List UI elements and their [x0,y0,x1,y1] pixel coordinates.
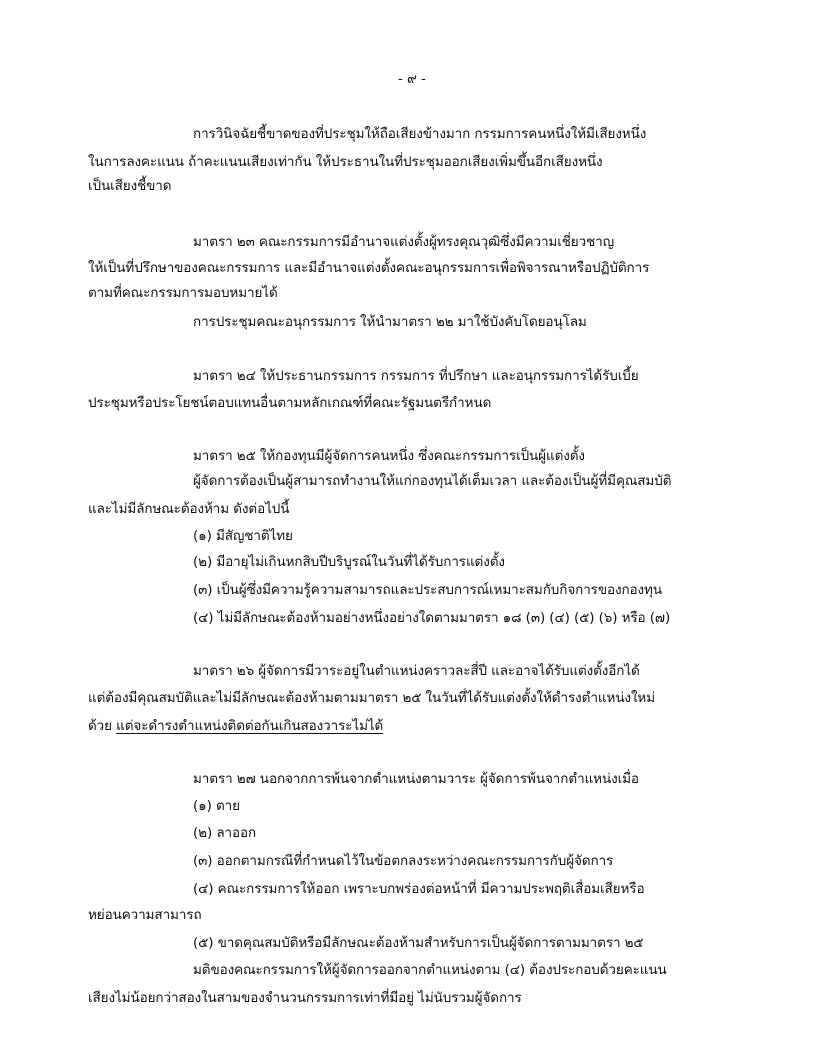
section-26-line: มาตรา ๒๖ ผู้จัดการมีวาระอยู่ในตำแหน่งคราวละสี่ปี และอาจได้รับแต่งตั้งอีกได้ [193,663,640,679]
section-23-line: การประชุมคณะอนุกรรมการ ให้นำมาตรา ๒๒ มาใช้บังคับโดยอนุโลม [193,314,587,330]
paragraph-voting-line: การวินิจฉัยชี้ขาดของที่ประชุมให้ถือเสียงข้างมาก กรรมการคนหนึ่งให้มีเสียงหนึ่ง [193,126,647,142]
section-25-line: ผู้จัดการต้องเป็นผู้สามารถทำงานให้แก่กองทุนได้เต็มเวลา และต้องเป็นผู้ที่มีคุณสมบัติ [193,473,672,489]
page-number: - ๙ - [398,71,426,87]
section-27-item: (๓) ออกตามกรณีที่กำหนดไว้ในข้อตกลงระหว่างคณะกรรมการกับผู้จัดการ [193,853,614,869]
section-27-item: (๔) คณะกรรมการให้ออก เพราะบกพร่องต่อหน้าที่ มีความประพฤติเสื่อมเสียหรือ [193,881,645,897]
paragraph-voting-line: ในการลงคะแนน ถ้าคะแนนเสียงเท่ากัน ให้ประธานในที่ประชุมออกเสียงเพิ่มขึ้นอีกเสียงหนึ่ง [88,154,603,170]
section-27-line: เสียงไม่น้อยกว่าสองในสามของจำนวนกรรมการเท่าที่มีอยู่ ไม่นับรวมผู้จัดการ [88,990,522,1006]
section-26-line-prefix: ด้วย [88,718,117,734]
section-24-line: มาตรา ๒๔ ให้ประธานกรรมการ กรรมการ ที่ปรึกษา และอนุกรรมการได้รับเบี้ย [193,368,639,384]
section-25-line: มาตรา ๒๕ ให้กองทุนมีผู้จัดการคนหนึ่ง ซึ่งคณะกรรมการเป็นผู้แต่งตั้ง [193,448,585,464]
section-27-line: มาตรา ๒๗ นอกจากการพ้นจากตำแหน่งตามวาระ ผู้จัดการพ้นจากตำแหน่งเมื่อ [193,771,639,787]
section-23-line: ให้เป็นที่ปรึกษาของคณะกรรมการ และมีอำนาจแต่งตั้งคณะอนุกรรมการเพื่อพิจารณาหรือปฏิบัติการ [88,260,650,276]
section-25-item: (๒) มีอายุไม่เกินหกสิบปีบริบูรณ์ในวันที่ได้รับการแต่งตั้ง [193,554,505,570]
paragraph-voting-line: เป็นเสียงชี้ขาด [88,178,172,194]
section-27-line: มติของคณะกรรมการให้ผู้จัดการออกจากตำแหน่งตาม (๔) ต้องประกอบด้วยคะแนน [193,962,667,978]
section-26-line: แต่ต้องมีคุณสมบัติและไม่มีลักษณะต้องห้ามตามมาตรา ๒๕ ในวันที่ได้รับแต่งตั้งให้ดำรงตำแหน่งใหม่ [88,690,656,706]
section-25-item: (๓) เป็นผู้ซึ่งมีความรู้ความสามารถและประสบการณ์เหมาะสมกับกิจการของกองทุน [193,582,662,598]
section-27-item: (๕) ขาดคุณสมบัติหรือมีลักษณะต้องห้ามสำหรับการเป็นผู้จัดการตามมาตรา ๒๕ [193,935,644,951]
section-23-line: มาตรา ๒๓ คณะกรรมการมีอำนาจแต่งตั้งผู้ทรงคุณวุฒิซึ่งมีความเชี่ยวชาญ [193,234,615,250]
section-26-line [88,717,383,735]
section-27-item: (๑) ตาย [193,798,240,814]
section-25-line: และไม่มีลักษณะต้องห้าม ดังต่อไปนี้ [88,501,290,517]
section-27-item: (๒) ลาออก [193,825,257,841]
section-26-underlined-text: แต่จะดำรงตำแหน่งติดต่อกันเกินสองวาระไม่ได้ [116,718,384,734]
section-23-line: ตามที่คณะกรรมการมอบหมายได้ [88,285,278,301]
section-24-line: ประชุมหรือประโยชน์ตอบแทนอื่นตามหลักเกณฑ์ที่คณะรัฐมนตรีกำหนด [88,395,492,411]
section-25-item: (๔) ไม่มีลักษณะต้องห้ามอย่างหนึ่งอย่างใดตามมาตรา ๑๘ (๓) (๔) (๕) (๖) หรือ (๗) [193,610,671,626]
section-27-line: หย่อนความสามารถ [88,907,202,923]
section-25-item: (๑) มีสัญชาติไทย [193,528,293,544]
